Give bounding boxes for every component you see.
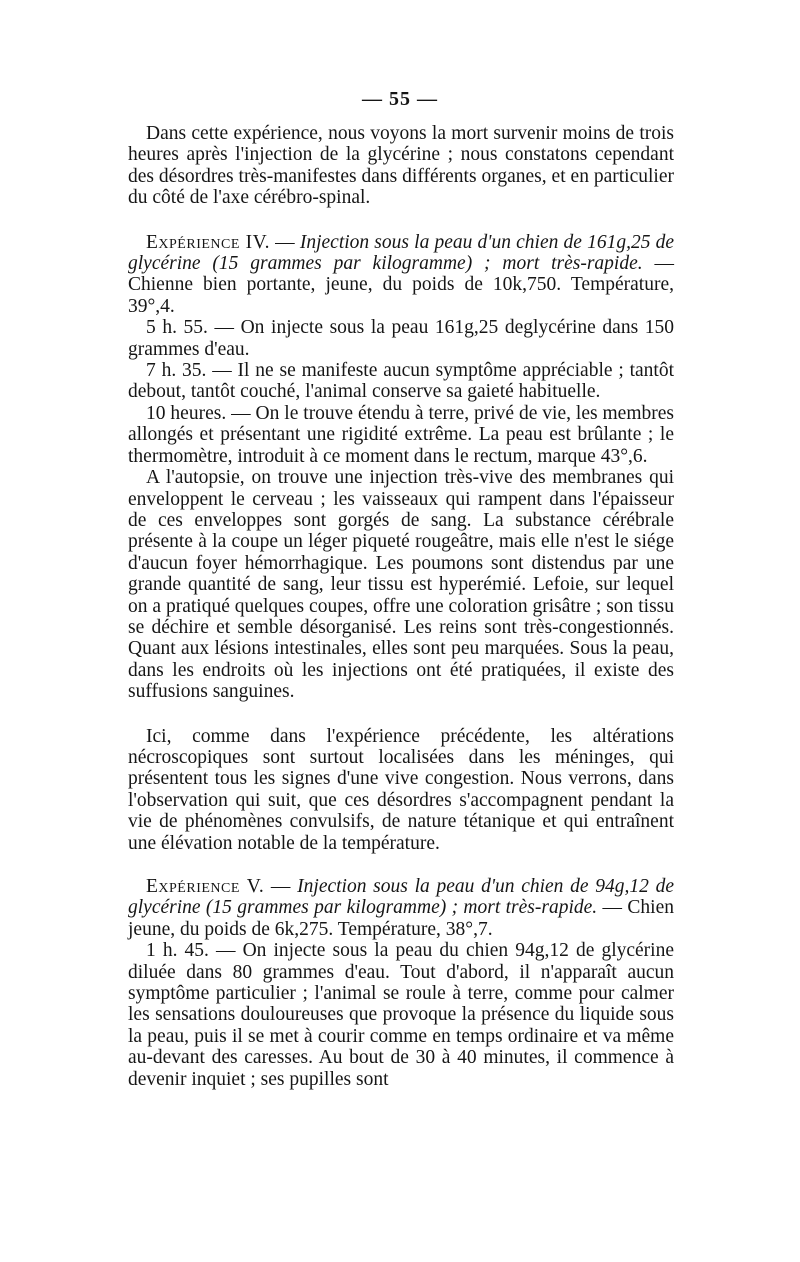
entry-7h35: 7 h. 35. — Il ne se manifeste aucun symptôme appréciable ; tantôt debout, tantôt couché, l'animal conserve sa gaieté habituelle. — [128, 360, 674, 403]
experiment-v-dash: — — [264, 876, 298, 897]
autopsy-paragraph: A l'autopsie, on trouve une injection très-vive des membranes qui enveloppent le cerveau ; les vaisseaux qui rampent dans l'épaisseur de ces enveloppes sont gorgés de sang. La substance cérébrale présente à la coupe un léger piqueté rougeâtre, mais elle n'est le siége d'aucun foyer hémorrhagique. Les poumons sont distendus par une grande quantité de sang, leur tissu est hyperémié. Lefoie, sur lequel on a pratiqué quelques coupes, offre une coloration grisâtre ; son tissu se déchire et semble désorganisé. Les reins sont très-congestionnés. Quant aux lésions intestinales, elles sont peu marquées. Sous la peau, dans les endroits où les injections ont été pratiquées, il existe des suffusions sanguines. — [128, 467, 674, 703]
paragraph-conclusion-exp3: Dans cette expérience, nous voyons la mort survenir moins de trois heures après l'injection de la glycérine ; nous constatons cependant des désordres très-manifestes dans différents organes, et en particulier du côté de l'axe cérébro-spinal. — [128, 123, 674, 209]
experiment-v-title: Injection sous la peau d'un chien de 94g,12 de glycérine (15 grammes par kilogramme) ; mort très-rapide. — [128, 876, 675, 919]
experiment-v-label: Expérience V. — [146, 876, 265, 897]
entry-10h: 10 heures. — On le trouve étendu à terre, privé de vie, les membres allongés et présentant une rigidité extrême. La peau est brûlante ; le thermomètre, introduit à ce moment dans le rectum, marque 43°,6. — [128, 402, 674, 467]
experiment-v-subject: — Chien jeune, du poids de 6k,275. Température, 38°,7. — [128, 897, 674, 940]
experiment-iv-label: Expérience IV. — [146, 231, 271, 253]
body-text — [128, 123, 674, 1090]
experiment-iv-heading — [128, 232, 674, 318]
paragraph-commentary: Ici, comme dans l'expérience précédente, les altérations nécroscopiques sont surtout localisées dans les méninges, qui présentent tous les signes d'une vive congestion. Nous verrons, dans l'observation qui suit, que ces désordres s'accompagnent pendant la vie de phénomènes convulsifs, de nature tétanique et qui entraînent une élévation notable de la température. — [128, 725, 674, 854]
page-number: — 55 — — [362, 88, 438, 110]
experiment-iv-dash: — — [270, 231, 300, 253]
experiment-iv-title: Injection sous la peau d'un chien de 161g,25 de glycérine (15 grammes par kilogramme) ; mort très-rapide. — [128, 231, 675, 275]
entry-1h45: 1 h. 45. — On injecte sous la peau du chien 94g,12 de glycérine diluée dans 80 grammes d'eau. Tout d'abord, il n'apparaît aucun symptôme particulier ; l'animal se roule à terre, comme pour calmer les sensations douloureuses que provoque la présence du liquide sous la peau, puis il se met à courir comme en temps ordinaire et va même au-devant des caresses. Au bout de 30 à 40 minutes, il commence à devenir inquiet ; ses pupilles sont — [128, 940, 674, 1090]
experiment-v-heading — [128, 876, 674, 940]
entry-5h55: 5 h. 55. — On injecte sous la peau 161g,25 deglycérine dans 150 grammes d'eau. — [128, 317, 674, 360]
experiment-iv-subject: — Chienne bien portante, jeune, du poids de 10k,750. Température, 39°,4. — [128, 253, 674, 317]
